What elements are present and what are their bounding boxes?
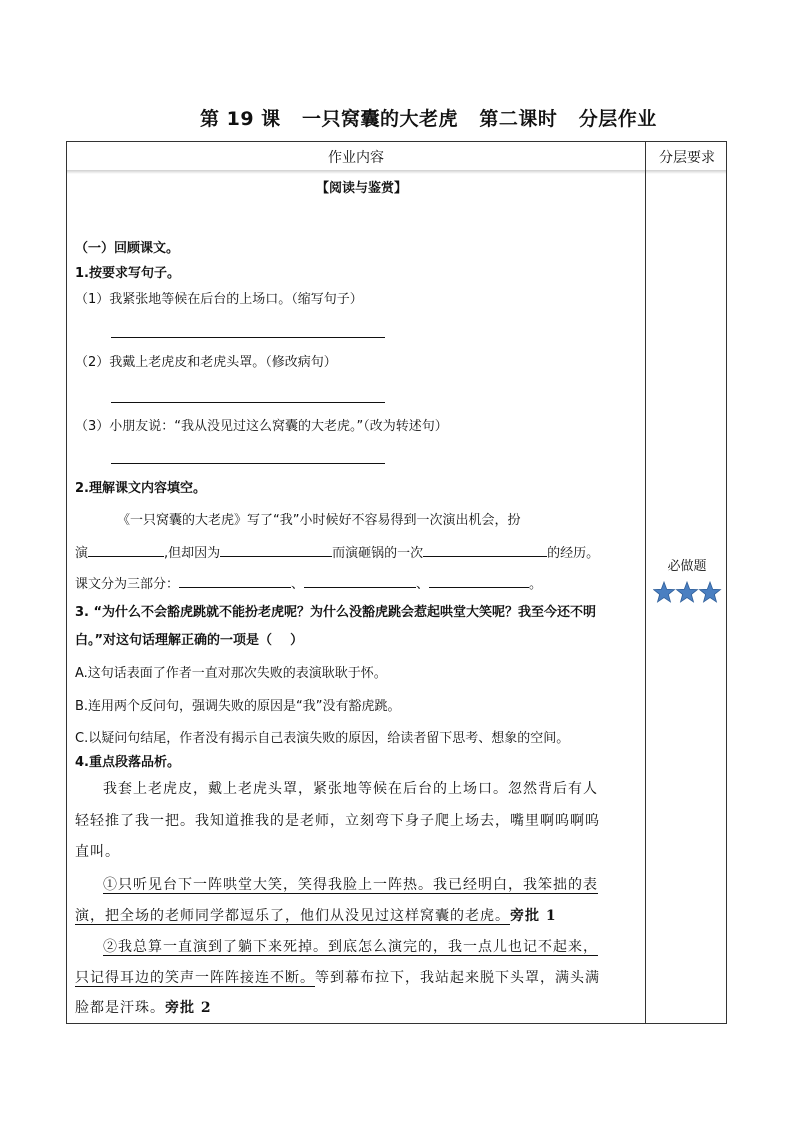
question-3-line-1: 3. “为什么不会豁虎跳就不能扮老虎呢？为什么没豁虎跳会惹起哄堂大笑呢？我至今还不明 [75,605,597,620]
question-1: 1.按要求写句子。 [75,266,180,281]
passage-line-2: 轻轻推了我一把。我知道推我的是老师，立刻弯下身子爬上场去，嘴里啊呜啊呜 [75,813,600,829]
header-shadow [67,170,726,174]
margin-note-2: 旁批 2 [165,1000,212,1016]
question-1-1: （1）我紧张地等候在后台的上场口。（缩写句子） [75,292,363,307]
star-icon [677,582,698,602]
question-1-3: （3）小朋友说：“我从没见过这么窝囊的大老虎。”（改为转述句） [75,419,448,434]
blank-part-3[interactable] [429,573,529,588]
passage-line-3: 直叫。 [75,844,120,860]
blank-role[interactable] [88,542,164,557]
answer-line-2[interactable] [111,388,385,409]
homework-table [66,141,727,1024]
passage-para-2-line-1: ②我总算一直演到了躺下来死掉。到底怎么演完的，我一点儿也记不起来， [103,939,598,955]
part-heading: （一）回顾课文。 [75,241,180,256]
passage-para-2-line-3: 脸都是汗珠。旁批 2 [75,1000,212,1016]
question-2-line-1: 《一只窝囊的大老虎》写了“我”小时候好不容易得到一次演出机会，扮 [117,513,521,528]
page-title: 第 19 课 一只窝囊的大老虎 第二课时 分层作业 [200,108,657,130]
blank-experience[interactable] [423,542,547,557]
margin-note-1: 旁批 1 [510,908,557,924]
requirement-label: 必做题 [667,559,707,574]
header-content: 作业内容 [328,150,384,166]
answer-line-3[interactable] [111,449,385,470]
blank-part-1[interactable] [179,573,291,588]
answer-line-1[interactable] [111,323,385,344]
column-divider [645,142,646,1023]
question-2-line-2: 演 ,但却因为 而演砸锅的一次 的经历。 [75,542,599,563]
question-1-2: （2）我戴上老虎皮和老虎头罩。（修改病句） [75,355,337,370]
question-2: 2.理解课文内容填空。 [75,481,206,496]
passage-para-1-line-2: 演，把全场的老师同学都逗乐了，他们从没见过这样窝囊的老虎。旁批 1 [75,908,557,924]
passage-para-1-line-1: ①只听见台下一阵哄堂大笑，笑得我脸上一阵热。我已经明白，我笨拙的表 [103,877,598,893]
difficulty-stars [653,580,723,604]
question-3-line-2: 白。”对这句话理解正确的一项是（ ） [75,633,304,648]
star-icon [700,582,721,602]
question-2-line-3: 课文分为三部分： 、 、 。 [75,573,542,594]
question-4: 4.重点段落品析。 [75,755,180,770]
passage-para-2-line-2: 只记得耳边的笑声一阵阵接连不断。等到幕布拉下，我站起来脱下头罩，满头满 [75,970,600,986]
section-title: 【阅读与鉴赏】 [316,181,408,196]
passage-line-1: 我套上老虎皮，戴上老虎头罩，紧张地等候在后台的上场口。忽然背后有人 [103,781,598,797]
option-b[interactable]: B.连用两个反问句，强调失败的原因是“我”没有豁虎跳。 [75,699,401,714]
header-requirement: 分层要求 [659,150,715,166]
blank-reason[interactable] [220,542,332,557]
star-icon [654,582,675,602]
option-c[interactable]: C.以疑问句结尾，作者没有揭示自己表演失败的原因，给读者留下思考、想象的空间。 [75,731,570,746]
blank-part-2[interactable] [304,573,416,588]
option-a[interactable]: A.这句话表面了作者一直对那次失败的表演耿耿于怀。 [75,666,387,681]
